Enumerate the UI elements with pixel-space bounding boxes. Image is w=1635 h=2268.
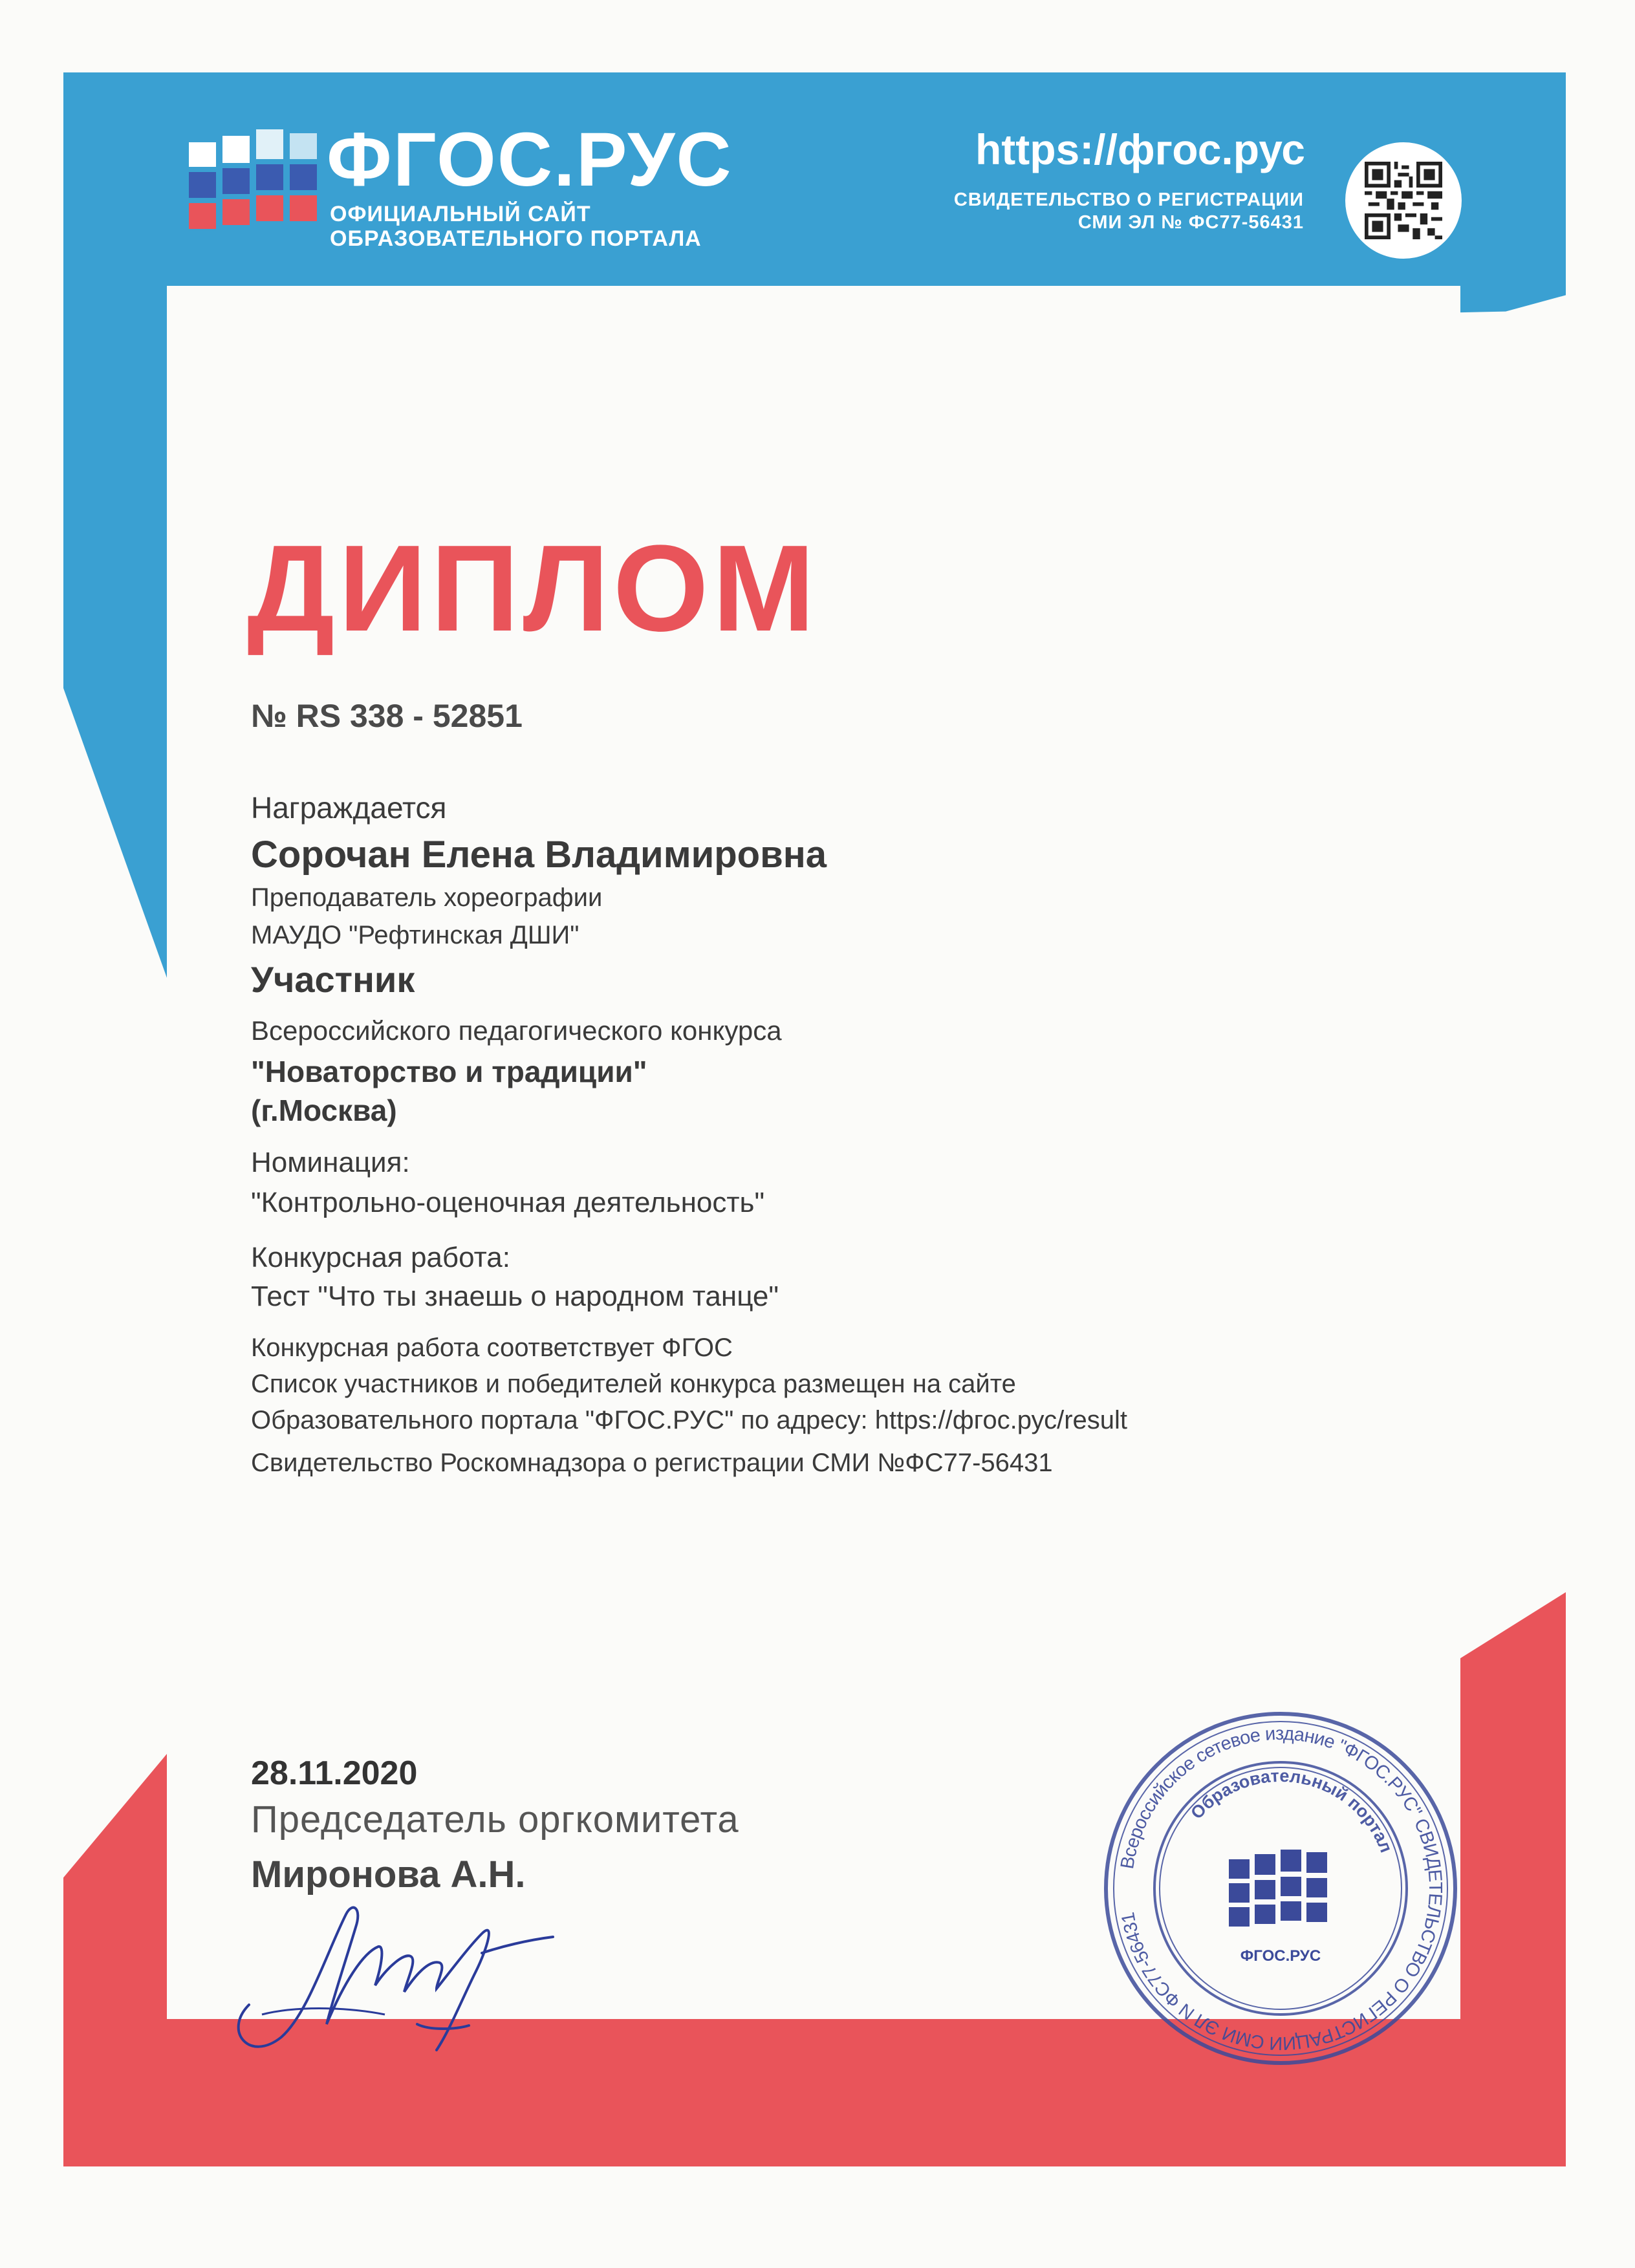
note-registration: Свидетельство Роскомнадзора о регистрации СМИ №ФС77-56431 [251, 1449, 1053, 1477]
note-fgos: Конкурсная работа соответствует ФГОС [251, 1334, 733, 1362]
issue-date: 28.11.2020 [251, 1755, 418, 1792]
seal-inner-text: Образовательный портал [1187, 1766, 1396, 1855]
recipient-position: Преподаватель хореографии [251, 883, 603, 912]
seal-outer-text: Всероссийское сетевое издание "ФГОС.РУС" СВИДЕТЕЛЬСТВО О РЕГИСТРАЦИИ СМИ ЭЛ N ФС77-56431 [1116, 1723, 1446, 2054]
work-label: Конкурсная работа: [251, 1242, 510, 1273]
contest-name: "Новаторство и традиции" [251, 1055, 647, 1088]
right-red-strip [1456, 1592, 1566, 2166]
logo-subtitle-line1: ОФИЦИАЛЬНЫЙ САЙТ [330, 202, 591, 226]
recipient-name: Сорочан Елена Владимировна [251, 834, 827, 876]
signature-image [223, 1875, 559, 2063]
logo-subtitle-line2: ОБРАЗОВАТЕЛЬНОГО ПОРТАЛА [330, 226, 702, 252]
work-value: Тест "Что ты знаешь о народном танце" [251, 1280, 779, 1312]
chair-name: Миронова А.Н. [251, 1853, 526, 1895]
seal-center-label: ФГОС.РУС [1240, 1947, 1321, 1965]
diploma-title: ДИПЛОМ [247, 520, 819, 657]
registration-line2: СМИ ЭЛ № ФС77-56431 [1077, 211, 1304, 233]
chair-title: Председатель оргкомитета [251, 1798, 739, 1841]
nomination-value: "Контрольно-оценочная деятельность" [251, 1187, 765, 1218]
qr-code-icon [1365, 162, 1442, 239]
nomination-label: Номинация: [251, 1147, 410, 1178]
contest-line: Всероссийского педагогического конкурса [251, 1015, 782, 1046]
left-blue-strip [63, 72, 167, 978]
logo-icon [189, 129, 318, 239]
awarded-label: Награждается [251, 791, 447, 825]
participant-status: Участник [251, 959, 415, 1000]
logo-title: ФГОС.РУС [327, 117, 733, 202]
contest-city: (г.Москва) [251, 1094, 397, 1127]
note-list: Список участников и победителей конкурса размещен на сайте [251, 1370, 1016, 1398]
recipient-organization: МАУДО "Рефтинская ДШИ" [251, 921, 579, 949]
logo-subtitle [330, 202, 702, 251]
note-portal: Образовательного портала "ФГОС.РУС" по адресу: https://фгос.рус/result [251, 1406, 1128, 1434]
registration-info [954, 189, 1304, 234]
seal-logo-icon [1229, 1850, 1327, 1927]
qr-code-badge[interactable] [1345, 142, 1462, 259]
site-url[interactable]: https://фгос.рус [975, 125, 1305, 173]
left-red-strip [63, 1754, 167, 2166]
diploma-number: № RS 338 - 52851 [251, 698, 523, 734]
registration-line1: СВИДЕТЕЛЬСТВО О РЕГИСТРАЦИИ [953, 189, 1304, 210]
official-seal [1099, 1707, 1462, 2069]
